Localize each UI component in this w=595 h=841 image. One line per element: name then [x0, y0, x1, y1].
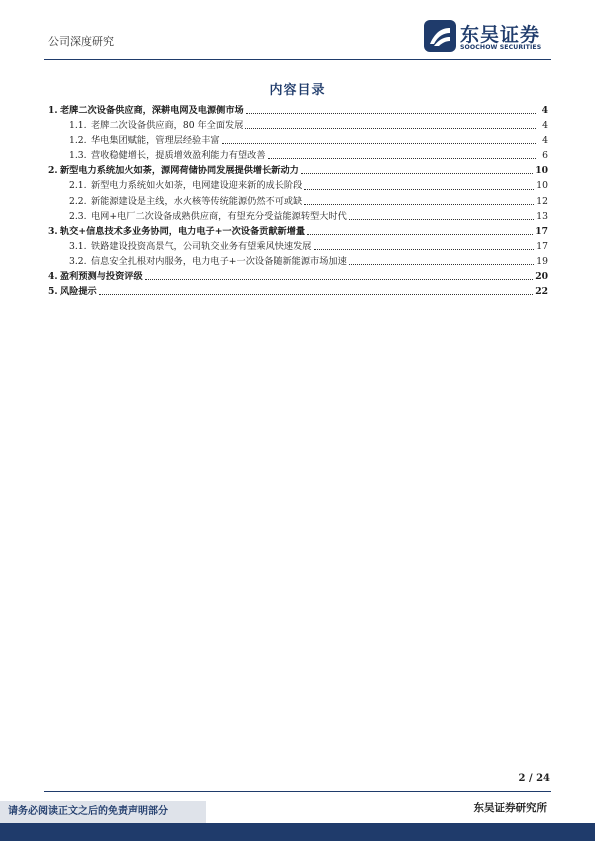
- toc-entry-text: 风险提示: [60, 286, 97, 298]
- toc-title: 内容目录: [269, 83, 326, 98]
- toc-leader-dots: [304, 189, 534, 190]
- toc-entry-number: 1.1.: [69, 120, 87, 132]
- toc-leader-dots: [222, 143, 536, 144]
- header-divider: [44, 59, 551, 60]
- toc-entry-text: 老牌二次设备供应商，深耕电网及电源侧市场: [60, 105, 244, 116]
- footer-disclaimer: 请务必阅读正文之后的免责声明部分: [0, 801, 206, 823]
- toc-entry-number: 1.3.: [69, 150, 87, 162]
- toc-leader-dots: [268, 158, 536, 159]
- toc-entry-page: 10: [536, 180, 548, 192]
- toc-entry-page: 17: [535, 225, 548, 237]
- toc-leader-dots: [245, 128, 536, 129]
- toc-entry-text: 轨交+信息技术多业务协同，电力电子+一次设备贡献新增量: [60, 225, 306, 237]
- footer-firm-name: 东吴证券研究所: [473, 802, 547, 814]
- toc-leader-dots: [304, 204, 534, 205]
- toc-entry[interactable]: [48, 224, 548, 239]
- toc-entry-text: 营收稳健增长，提质增效盈利能力有望改善: [91, 150, 266, 162]
- footer-bar: [0, 823, 595, 841]
- toc-entry-page: 17: [536, 240, 548, 252]
- toc-entry[interactable]: [48, 103, 548, 118]
- footer-divider: [44, 791, 551, 792]
- logo-name-cn: 东吴证券: [460, 24, 541, 46]
- toc-entry-number: 2.1.: [69, 180, 87, 192]
- toc-leader-dots: [301, 173, 533, 174]
- toc-entry-number: 4.: [48, 271, 58, 283]
- toc-entry-page: 12: [536, 195, 548, 207]
- toc-entry-text: 新能源建设是主线，水火核等传统能源仍然不可或缺: [91, 195, 303, 207]
- toc-entry[interactable]: [48, 163, 548, 178]
- toc-entry-text: 盈利预测与投资评级: [60, 271, 143, 283]
- toc-leader-dots: [307, 234, 533, 235]
- toc-entry[interactable]: [48, 239, 548, 254]
- toc-entry-page: 13: [536, 210, 548, 222]
- report-type-label: 公司深度研究: [48, 35, 114, 48]
- toc-entry-number: 5.: [48, 286, 58, 298]
- toc-leader-dots: [314, 249, 535, 250]
- toc-entry-text: 铁路建设投资高景气，公司轨交业务有望乘风快速发展: [91, 240, 312, 252]
- toc-entry-page: 19: [536, 255, 548, 267]
- toc-entry[interactable]: [48, 209, 548, 224]
- toc-entry-text: 华电集团赋能，管理层经验丰富: [91, 135, 220, 147]
- toc-entry-number: 2.3.: [69, 210, 87, 222]
- soochow-logo-icon: [424, 20, 456, 52]
- toc-leader-dots: [349, 264, 535, 265]
- toc-entry-number: 2.2.: [69, 195, 87, 207]
- toc-leader-dots: [145, 279, 534, 280]
- page-number: 2 / 24: [518, 773, 550, 784]
- toc-entry-page: 4: [542, 135, 548, 147]
- toc-entry[interactable]: [48, 269, 548, 284]
- toc-leader-dots: [246, 113, 536, 114]
- toc-entry-page: 4: [542, 120, 548, 132]
- toc-entry[interactable]: [48, 284, 548, 299]
- toc-entry-text: 新型电力系统加火如荼，源网荷储协同发展提供增长新动力: [60, 165, 299, 177]
- toc-entry[interactable]: [48, 194, 548, 209]
- soochow-logo: [424, 20, 554, 54]
- toc-entry-page: 20: [535, 271, 548, 283]
- toc-entry-page: 10: [535, 165, 548, 177]
- toc-entry-number: 1.: [48, 105, 58, 116]
- toc-entry[interactable]: [48, 178, 548, 193]
- toc-entry-page: 6: [542, 150, 548, 162]
- toc-entry-number: 1.2.: [69, 135, 87, 147]
- toc-entry[interactable]: [48, 148, 548, 163]
- toc-leader-dots: [99, 294, 533, 295]
- toc-entry-page: 22: [535, 286, 548, 298]
- toc-entry-text: 老牌二次设备供应商，80 年全面发展: [91, 120, 244, 132]
- toc-entry-number: 3.1.: [69, 240, 87, 252]
- toc-entry-text: 新型电力系统如火如荼，电网建设迎来新的成长阶段: [91, 180, 303, 192]
- toc-entry-number: 2.: [48, 165, 58, 177]
- toc-entry-number: 3.2.: [69, 255, 87, 267]
- toc-entry-number: 3.: [48, 225, 58, 237]
- toc-leader-dots: [349, 219, 535, 220]
- toc-entry[interactable]: [48, 133, 548, 148]
- toc-entry-page: 4: [541, 105, 548, 116]
- toc-entry-text: 电网+电厂二次设备成熟供应商，有望充分受益能源转型大时代: [91, 210, 347, 222]
- toc-entry-text: 信息安全扎根对内服务，电力电子+一次设备随新能源市场加速: [91, 255, 347, 267]
- table-of-contents: [48, 103, 548, 299]
- logo-name-en: SOOCHOW SECURITIES: [460, 44, 542, 51]
- toc-entry[interactable]: [48, 118, 548, 133]
- toc-entry[interactable]: [48, 254, 548, 269]
